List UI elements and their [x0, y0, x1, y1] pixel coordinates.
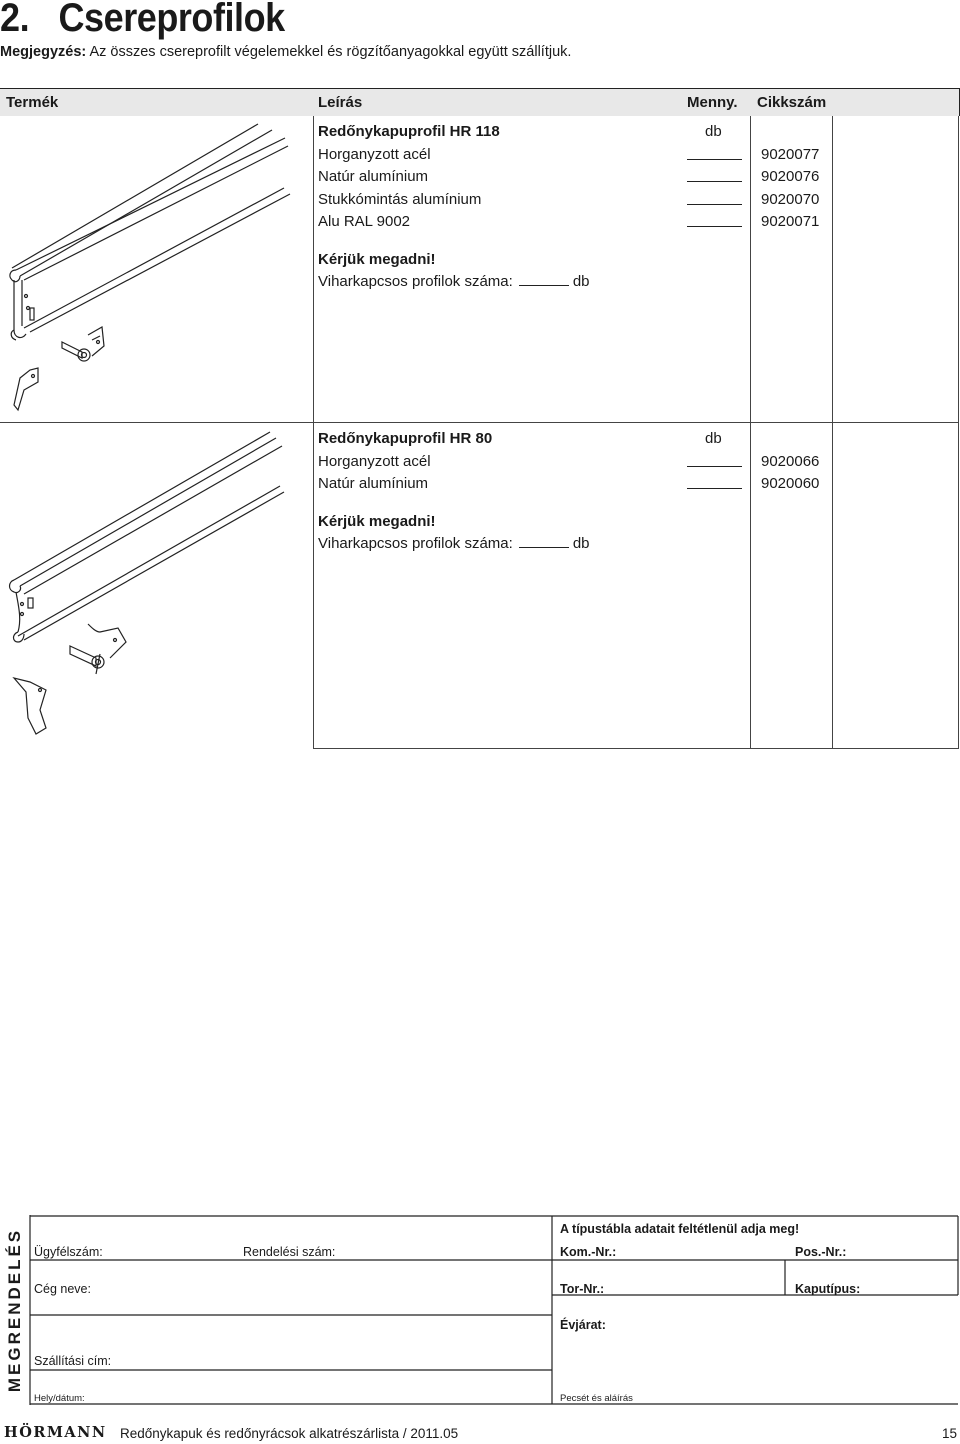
table-row: Horganyzott acél [318, 452, 431, 470]
storm-count-field[interactable] [519, 534, 569, 548]
article-number: 9020066 [761, 452, 820, 470]
year-field[interactable]: Évjárat: [560, 1318, 606, 1332]
article-number: 9020070 [761, 190, 820, 208]
company-name-field[interactable]: Cég neve: [34, 1282, 91, 1296]
storm-label: Viharkapcsos profilok száma: [318, 535, 513, 552]
storm-unit: db [572, 535, 590, 552]
table-row: Natúr alumínium [318, 168, 429, 185]
section-number: 2. [0, 0, 30, 40]
page-number: 15 [942, 1426, 958, 1441]
quantity-column [687, 121, 742, 234]
order-form-side-label: MEGRENDELÉS [5, 1227, 24, 1393]
storm-profile-count [318, 533, 590, 556]
article-column [761, 144, 819, 234]
article-number: 9020076 [761, 168, 820, 185]
product-section [318, 121, 590, 294]
place-date-field[interactable]: Hely/dátum: [34, 1393, 85, 1404]
column-header-quantity: Menny. [687, 94, 738, 111]
column-header-product: Termék [6, 94, 59, 111]
table-divider [750, 116, 751, 748]
door-type-field[interactable]: Kaputípus: [795, 1282, 861, 1296]
customer-number-field[interactable]: Ügyfélszám: [34, 1245, 103, 1259]
note-text: Az összes csereprofilt végelemekkel és rögzítőanyagokkal együtt szállítjuk. [89, 44, 572, 60]
stamp-signature-field[interactable]: Pecsét és aláírás [560, 1393, 633, 1404]
product-section [318, 428, 590, 556]
order-form [0, 1215, 960, 1405]
quantity-field[interactable] [687, 189, 742, 205]
table-section-divider [0, 422, 959, 423]
page-title [0, 0, 285, 41]
tor-nr-field[interactable]: Tor-Nr.: [560, 1282, 605, 1296]
quantity-unit: db [705, 123, 722, 140]
document-title: Redőnykapuk és redőnyrácsok alkatrészárlista / 2011.05 [120, 1426, 459, 1441]
order-number-field[interactable]: Rendelési szám: [243, 1245, 336, 1259]
storm-profile-count [318, 271, 590, 294]
storm-count-field[interactable] [519, 272, 569, 286]
storm-label: Viharkapcsos profilok száma: [318, 273, 513, 290]
quantity-unit: db [705, 430, 722, 447]
order-form-grid [0, 1215, 960, 1405]
table-row: Stukkómintás alumínium [318, 190, 482, 208]
table-row: Natúr alumínium [318, 475, 429, 492]
table-divider [832, 116, 833, 748]
table-row: Alu RAL 9002 [318, 213, 411, 230]
column-header-article-number: Cikkszám [757, 94, 827, 111]
hormann-logo: HÖRMANN [4, 1424, 107, 1441]
table-header [0, 88, 960, 116]
quantity-column [687, 428, 742, 496]
note [0, 44, 571, 60]
request-note: Kérjük megadni! [318, 250, 436, 268]
article-number: 9020077 [761, 145, 820, 163]
section-title: Csereprofilok [58, 0, 285, 40]
quantity-field[interactable] [687, 211, 742, 227]
quantity-field[interactable] [687, 473, 742, 489]
article-number: 9020071 [761, 213, 820, 230]
table-divider [313, 116, 314, 748]
product-title: Redőnykapuprofil HR 118 [318, 123, 500, 140]
profile-hr80-illustration [0, 428, 312, 746]
profile-hr118-illustration [0, 120, 312, 420]
pos-nr-field[interactable]: Pos.-Nr.: [795, 1245, 847, 1259]
storm-unit: db [572, 273, 590, 290]
quantity-field[interactable] [687, 166, 742, 182]
kom-nr-field[interactable]: Kom.-Nr.: [560, 1245, 617, 1259]
table-row: Horganyzott acél [318, 145, 431, 163]
request-note: Kérjük megadni! [318, 512, 436, 530]
note-label: Megjegyzés: [0, 44, 87, 60]
article-column [761, 451, 819, 496]
quantity-field[interactable] [687, 451, 742, 467]
column-header-description: Leírás [318, 94, 363, 111]
quantity-field[interactable] [687, 144, 742, 160]
table-bottom-line [313, 748, 959, 749]
nameplate-note: A típustábla adatait feltétlenül adja meg! [560, 1222, 800, 1236]
product-title: Redőnykapuprofil HR 80 [318, 430, 493, 447]
table-divider [958, 116, 959, 748]
article-number: 9020060 [761, 475, 820, 492]
delivery-address-field[interactable]: Szállítási cím: [34, 1354, 112, 1368]
